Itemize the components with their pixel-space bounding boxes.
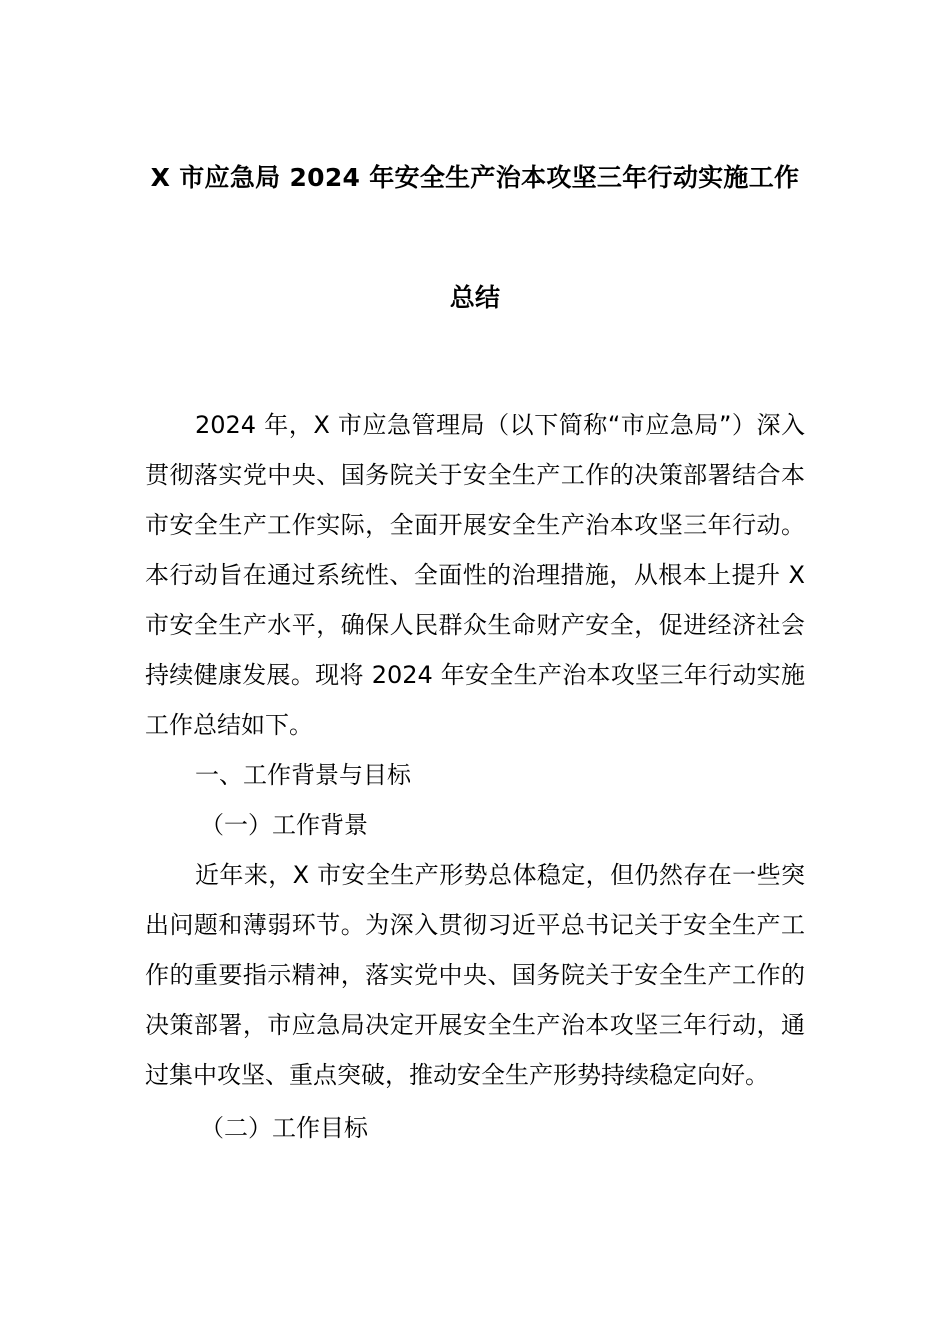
document-title-line-2: 总结 [449,283,501,312]
subsection-heading-goals: （二）工作目标 [200,1114,368,1142]
document-body [145,400,805,1153]
document-title-line-1: X 市应急局 2024 年安全生产治本攻坚三年行动实施工作 [150,163,800,192]
background-paragraph: 近年来，X 市安全生产形势总体稳定，但仍然存在一些突出问题和薄弱环节。为深入贯彻习近平总书记关于安全生产工作的重要指示精神，落实党中央、国务院关于安全生产工作的决策部署，市应急局决定开展安全生产治本攻坚三年行动，通过集中攻坚、重点突破，推动安全生产形势持续稳定向好。 [145,861,805,1089]
intro-paragraph: 2024 年，X 市应急管理局（以下简称“市应急局”）深入贯彻落实党中央、国务院关于安全生产工作的决策部署结合本市安全生产工作实际，全面开展安全生产治本攻坚三年行动。本行动旨在通过系统性、全面性的治理措施，从根本上提升 X 市安全生产水平，确保人民群众生命财产安全，促进经济社会持续健康发展。现将 2024 年安全生产治本攻坚三年行动实施工作总结如下。 [145,411,805,739]
section-heading-background-and-goals: 一、工作背景与目标 [195,761,411,789]
subsection-heading-background: （一）工作背景 [200,811,368,839]
